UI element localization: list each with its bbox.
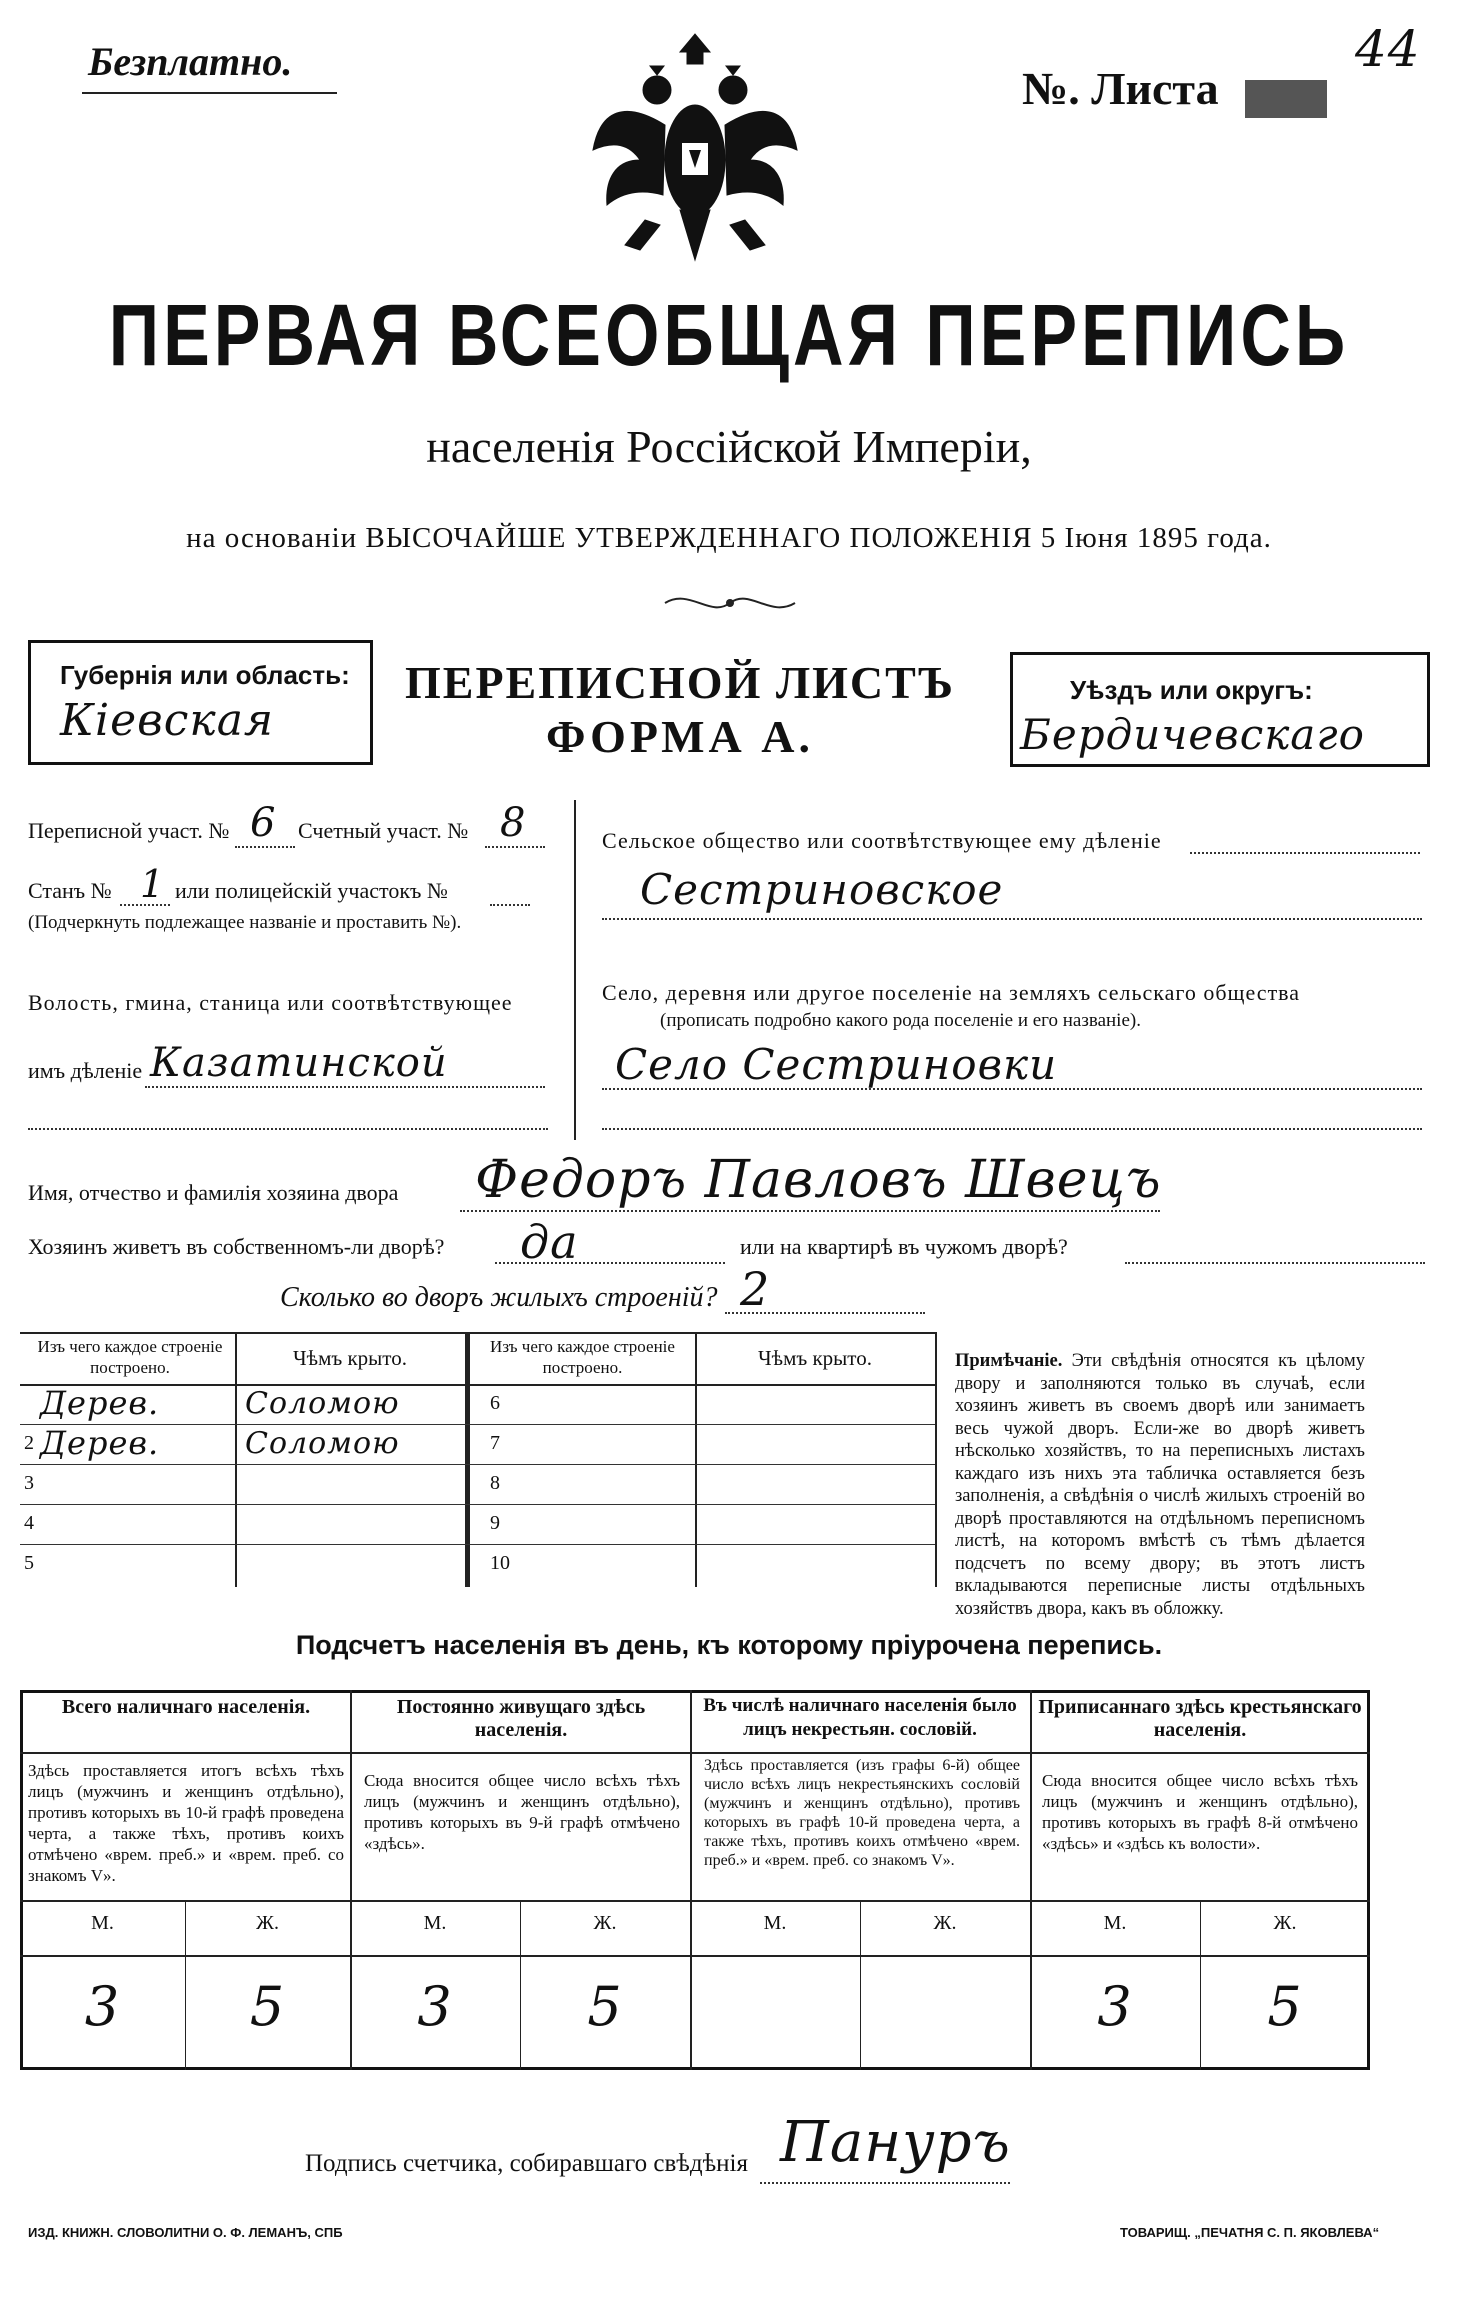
province-label: Губернія или область: (60, 660, 350, 690)
population-permanent-f-value: 5 (587, 1975, 623, 2038)
printer-imprint-right: ТОВАРИЩ. „ПЕЧАТНЯ С. П. ЯКОВЛЕВА“ (1120, 2225, 1380, 2240)
census-area-dots (235, 846, 295, 848)
count-area-value[interactable]: 8 (500, 800, 527, 846)
population-total-m-label: М. (91, 1912, 114, 1934)
material-col-header-left: Изъ чего каждое строеніе построено. (37, 1337, 223, 1377)
building-row-number: 10 (490, 1552, 510, 1574)
population-table (20, 1690, 1370, 2070)
legal-basis-line: на основаніи ВЫСОЧАЙШЕ УТВЕРЖДЕННАГО ПОЛОЖЕНІЯ 5 Іюня 1895 года. (186, 522, 1272, 554)
form-subtitle: ФОРМА А. (546, 711, 814, 762)
district-label: Уѣздъ или округъ: (1070, 675, 1313, 705)
ornament-divider (660, 588, 800, 618)
building-row: 5 (24, 1552, 34, 1574)
society-dots (1190, 852, 1420, 854)
village-dots (602, 1088, 1422, 1090)
form-title: ПЕРЕПИСНОЙ ЛИСТЪ (404, 657, 956, 708)
census-subtitle: населенія Россійской Имперіи, (426, 421, 1032, 472)
police-label: или полицейскій участокъ № (175, 878, 448, 903)
village-note: (прописать подробно какого рода поселеніе и его названіе). (660, 1010, 1141, 1031)
buildings-value[interactable]: 2 (740, 1262, 771, 1316)
signature-label: Подпись счетчика, собиравшаго свѣдѣнія (305, 2150, 748, 2177)
owner-name-label: Имя, отчество и фамилія хозяина двора (28, 1180, 399, 1205)
population-nonpeasant-m-label: М. (763, 1912, 787, 1934)
note-lead: Примѣчаніе. (955, 1351, 1063, 1371)
underline-note: (Подчеркнуть подлежащее названіе и проставить №). (28, 912, 462, 933)
census-area-value[interactable]: 6 (250, 800, 277, 846)
society-label: Сельское общество или соотвѣтствующее ему дѣленіе (602, 828, 1162, 853)
rent-label: или на квартирѣ въ чужомъ дворѣ? (740, 1234, 1068, 1259)
population-permanent-m-value: 3 (417, 1975, 453, 2038)
population-permanent-m-label: М. (423, 1912, 447, 1934)
count-area-dots (485, 846, 545, 848)
stan-value[interactable]: 1 (140, 862, 166, 906)
page-number: 44 (1355, 20, 1421, 78)
population-col-registered-title: Приписаннаго здѣсь крестьянскаго населенія. (1038, 1696, 1362, 1741)
roof-col-header-left: Чѣмъ крыто. (293, 1346, 407, 1370)
double-headed-eagle-emblem (585, 30, 805, 280)
census-area-label: Переписной участ. № (28, 818, 230, 843)
population-col-nonpeasant-title: Въ числѣ наличнаго населенія было лицъ некрестьян. сословій. (703, 1695, 1017, 1740)
count-area-label: Счетный участ. № (298, 818, 469, 843)
population-col-total-title: Всего наличнаго населенія. (61, 1696, 311, 1718)
owner-name-dots (460, 1210, 1160, 1212)
population-col-nonpeasant-desc: Здѣсь проставляется (изъ графы 6-й) общее число всѣхъ лицъ некрестьянскихъ сословій (мужчинъ и женщинъ отдѣльно), противъ которыхъ въ графѣ 10-й проведена черта, а также тѣхъ, противъ коихъ отмѣчено «врем. преб.» и «врем. преб. со знакомъ V». (704, 1757, 1020, 1869)
free-stamp: Безплатно. (88, 39, 293, 84)
population-registered-f-label: Ж. (1273, 1912, 1297, 1934)
sheet-number-label: №. Листа (1022, 63, 1219, 114)
roof-col-header-right: Чѣмъ крыто. (758, 1346, 872, 1370)
note-paragraph (955, 1350, 1365, 1620)
building-row-number: 8 (490, 1472, 500, 1494)
division-value[interactable]: Казатинской (150, 1040, 448, 1086)
redaction-block (1245, 80, 1327, 118)
residence-value[interactable]: да (520, 1215, 579, 1269)
free-underline (82, 92, 337, 94)
building-row: 2 Дерев. Соломою (24, 1424, 400, 1462)
village-label: Село, деревня или другое поселеніе на земляхъ сельскаго общества (602, 980, 1301, 1005)
population-permanent-f-label: Ж. (593, 1912, 617, 1934)
village-dots-2 (602, 1128, 1422, 1130)
owner-name-value[interactable]: Федоръ Павловъ Швецъ (475, 1150, 1162, 1210)
signature-value[interactable]: Пануръ (780, 2110, 1011, 2175)
building-row-number: 7 (490, 1432, 500, 1454)
society-value[interactable]: Сестриновское (640, 865, 1004, 914)
signature-dots (760, 2182, 1010, 2184)
volost-label: Волость, гмина, станица или соотвѣтствующее (28, 990, 513, 1015)
population-total-m-value: 3 (84, 1975, 121, 2038)
building-row-number: 6 (490, 1392, 500, 1414)
division-dots-2 (28, 1128, 548, 1130)
stan-label: Станъ № (28, 878, 112, 903)
police-dots (490, 904, 530, 906)
buildings-label: Сколько во дворъ жилыхъ строеній? (280, 1282, 718, 1313)
material-col-header-right: Изъ чего каждое строеніе построено. (490, 1337, 675, 1377)
population-heading: Подсчетъ населенія въ день, къ которому пріурочена перепись. (295, 1630, 1163, 1660)
population-total-f-value: 5 (249, 1975, 286, 2038)
census-title: ПЕРВАЯ ВСЕОБЩАЯ ПЕРЕПИСЬ (108, 286, 1350, 384)
population-total-f-label: Ж. (256, 1912, 279, 1934)
population-registered-m-value: 3 (1097, 1975, 1133, 2038)
buildings-table (20, 1332, 935, 1587)
division-dots (145, 1086, 545, 1088)
buildings-dots (725, 1312, 925, 1314)
stan-dots (120, 904, 170, 906)
population-registered-f-value: 5 (1267, 1975, 1303, 2038)
building-row: Дерев. Соломою (40, 1384, 400, 1422)
location-divider (574, 800, 576, 1140)
population-col-permanent-title: Постоянно живущаго здѣсь населенія. (396, 1696, 646, 1741)
society-dots-2 (602, 918, 1422, 920)
residence-label: Хозяинъ живетъ въ собственномъ-ли дворѣ? (28, 1234, 445, 1259)
building-row: 3 (24, 1472, 34, 1494)
printer-imprint-left: ИЗД. КНИЖН. СЛОВОЛИТНИ О. Ф. ЛЕМАНЪ, СПБ (28, 2225, 343, 2240)
population-col-registered-desc: Сюда вносится общее число всѣхъ тѣхъ лицъ (мужчинъ и женщинъ отдѣльно), противъ которыхъ въ графѣ 8-й отмѣчено «здѣсь» и «здѣсь къ волости». (1042, 1771, 1358, 1853)
building-row: 4 (24, 1512, 34, 1534)
village-value[interactable]: Село Сестриновки (615, 1040, 1058, 1089)
population-col-total-desc: Здѣсь проставляется итогъ всѣхъ тѣхъ лицъ (мужчинъ и женщинъ отдѣльно), противъ которыхъ въ 10-й графѣ проведена черта, а также тѣхъ, противъ коихъ отмѣчено «врем. преб.» и «врем. преб. со знакомъ V». (28, 1761, 344, 1885)
division-label: имъ дѣленіе (28, 1058, 143, 1083)
rent-dots (1125, 1262, 1425, 1264)
province-value[interactable]: Кіевская (60, 695, 275, 746)
population-col-permanent-desc: Сюда вносится общее число всѣхъ тѣхъ лицъ (мужчинъ и женщинъ отдѣльно), противъ которыхъ въ 9-й графѣ отмѣчено «здѣсь». (364, 1771, 680, 1853)
population-nonpeasant-f-label: Ж. (933, 1912, 957, 1934)
district-value[interactable]: Бердичевскаго (1020, 710, 1365, 759)
population-registered-m-label: М. (1103, 1912, 1127, 1934)
residence-dots (495, 1262, 725, 1264)
note-text: Эти свѣдѣнія относятся къ цѣлому двору и заполняются только въ случаѣ, если хозяинъ живетъ въ своемъ дворѣ или занимаетъ весь чужой дворъ. Если-же во дворѣ живетъ нѣсколько хозяйствъ, то на переписныхъ листахъ каждаго изъ нихъ эта табличка оставляется безъ заполненія, а свѣдѣнія о числѣ жилыхъ строеній во дворѣ проставляются на отдѣльномъ переписномъ листѣ, на которомъ вмѣстѣ съ тѣмъ дѣлается подсчетъ по всему двору; въ этотъ листъ вкладываются переписные листы отдѣльныхъ хозяйствъ двора, какъ въ обложку. (955, 1351, 1365, 1619)
building-row-number: 9 (490, 1512, 500, 1534)
